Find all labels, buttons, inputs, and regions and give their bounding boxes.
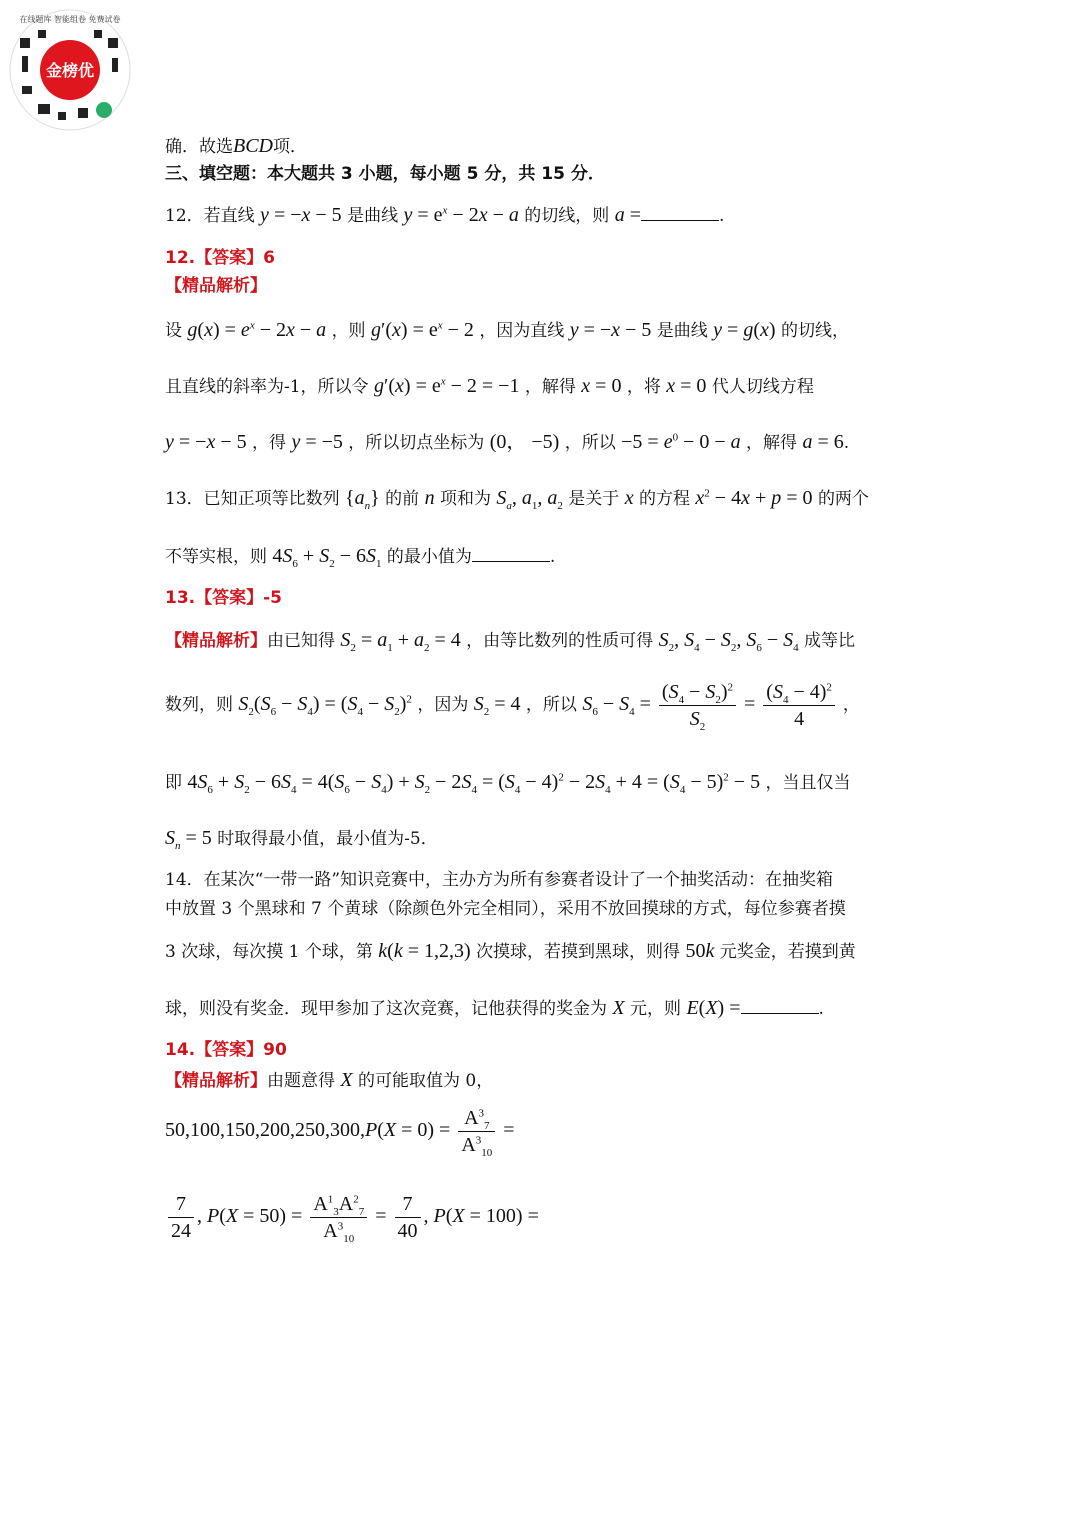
solution-13-line1: 【精品解析】由已知得 $S_2 = a_1 + a_2 = 4$ ，由等比数列的性质可得 $S_2$, $S_4 - S_2$, $S_6 - S_4$ 成等比 — [165, 629, 856, 654]
question-14-line1: 14．在某次“一带一路”知识竞赛中，主办方为所有参赛者设计了一个抽奖活动：在抽奖箱 — [165, 870, 834, 890]
question-13-line1: 13．已知正项等比数列 $\{a_n\}$ 的前 n 项和为 $S_a$, $a_1$, $a_2$ 是关于 x 的方程 $x^2 - 4x + p = 0$ 的两个 — [165, 487, 869, 512]
solution-12-line1: 设 $g(x) = e^x - 2x - a$ ，则 $g'(x) = e^x - 2$ ，因为直线 y = −x − 5 是曲线 y = g(x) 的切线， — [165, 319, 849, 341]
solution-13-line4: $S_n = 5$ 时取得最小值，最小值为-5． — [165, 827, 438, 852]
solution-12-line3: y = −x − 5 ，得 y = −5 ，所以切点坐标为 (0， −5) ，所以 $-5 = e^0 - 0 - a$ ，解得 a = 6. — [165, 431, 850, 453]
jinbangyou-logo — [8, 8, 132, 132]
solution-13-line2: 数列，则 $S_2(S_6 - S_4) = (S_4 - S_2)^2$ ，因为 $S_2 = 4$ ，所以 $S_6 - S_4$ = $\frac{(S_4 - S_2)^2}{S_2}$ = $\frac{(S_4 - 4)^2}{4}$ ， — [165, 681, 860, 733]
question-14-line4: 球，则没有奖金．现甲参加了这次竞赛，记他获得的奖金为 X 元，则 E(X) = . — [165, 997, 824, 1019]
analysis-label-12: 【精品解析】 — [165, 276, 267, 296]
line-prev-answer: 确．故选BCD项． — [165, 135, 307, 157]
solution-14-line2: 50,100,150,200,250,300,P(X = 0) = $\frac{A^3_7}{A^3_{10}}$ = — [165, 1107, 515, 1159]
answer-14: 14.【答案】90 — [165, 1040, 287, 1060]
section-heading: 三、填空题：本大题共 3 小题，每小题 5 分，共 15 分． — [165, 164, 605, 184]
question-14-line3: 3 次球，每次摸 1 个球，第 k(k = 1,2,3) 次摸球，若摸到黑球，则得 50k 元奖金，若摸到黄 — [165, 940, 856, 962]
logo-ring-text: 在线题库 智能组卷 免费试卷 — [19, 15, 121, 24]
logo-brand: 金榜优 — [45, 61, 95, 80]
question-13-line2: 不等实根，则 $4S_6 + S_2 - 6S_1$ 的最小值为 . — [165, 545, 556, 570]
question-12: 12．若直线 y = −x − 5 是曲线 $y = e^x - 2x - a$ 的切线，则 a = . — [165, 204, 725, 226]
question-14-line2: 中放置 3 个黑球和 7 个黄球（除颜色外完全相同），采用不放回摸球的方式，每位参赛者摸 — [165, 899, 846, 919]
solution-13-line3: 即 $4S_6 + S_2 - 6S_4 = 4(S_6 - S_4) + S_2 - 2S_4 = (S_4 - 4)^2 - 2S_4 + 4 = (S_4 - 5)^2 - 5$ ，当且仅当 — [165, 771, 851, 796]
solution-14-line1: 【精品解析】由题意得 X 的可能取值为 0， — [165, 1069, 494, 1091]
solution-14-line3: $\frac{7}{24}$ , P(X = 50) = $\frac{A^1_3A^2_7}{A^3_{10}}$ = $\frac{7}{40}$ , P(X = 100) = — [165, 1194, 539, 1241]
answer-13: 13.【答案】-5 — [165, 588, 282, 608]
solution-12-line2: 且直线的斜率为-1，所以令 $g'(x) = e^x - 2 = -1$ ，解得 x = 0 ，将 x = 0 代人切线方程 — [165, 375, 814, 397]
answer-12: 12.【答案】6 — [165, 248, 275, 268]
